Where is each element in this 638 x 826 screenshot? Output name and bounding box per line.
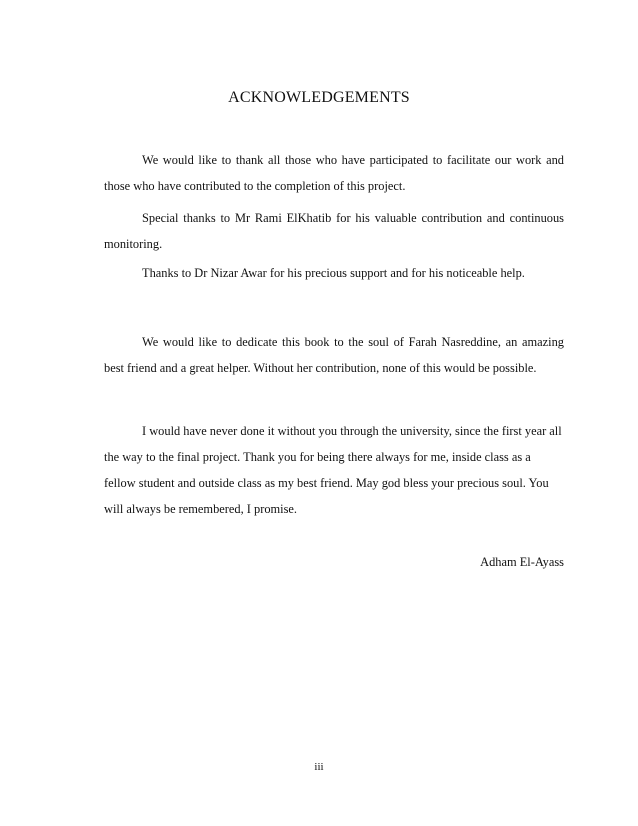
paragraph-thanks-participants: We would like to thank all those who have participated to facilitate our work and those who have contributed to the completion of this project. — [104, 153, 564, 193]
page-number: iii — [314, 761, 324, 773]
paragraph-thanks-dr: Thanks to Dr Nizar Awar for his precious support and for his noticeable help. — [142, 266, 525, 280]
author-signature: Adham El-Ayass — [480, 555, 564, 569]
paragraph-personal-note: I would have never done it without you through the university, since the first year all the way to the final project. Thank you for being there always for me, inside class as a fellow student and outside class as my best friend. May god bless your precious soul. You will always be remembered, I promise. — [104, 424, 562, 516]
page-title: ACKNOWLEDGEMENTS — [228, 89, 410, 106]
paragraph-special-thanks: Special thanks to Mr Rami ElKhatib for his valuable contribution and continuous monitoring. — [104, 211, 564, 251]
paragraph-dedication: We would like to dedicate this book to the soul of Farah Nasreddine, an amazing best friend and a great helper. Without her contribution, none of this would be possible. — [104, 335, 564, 375]
